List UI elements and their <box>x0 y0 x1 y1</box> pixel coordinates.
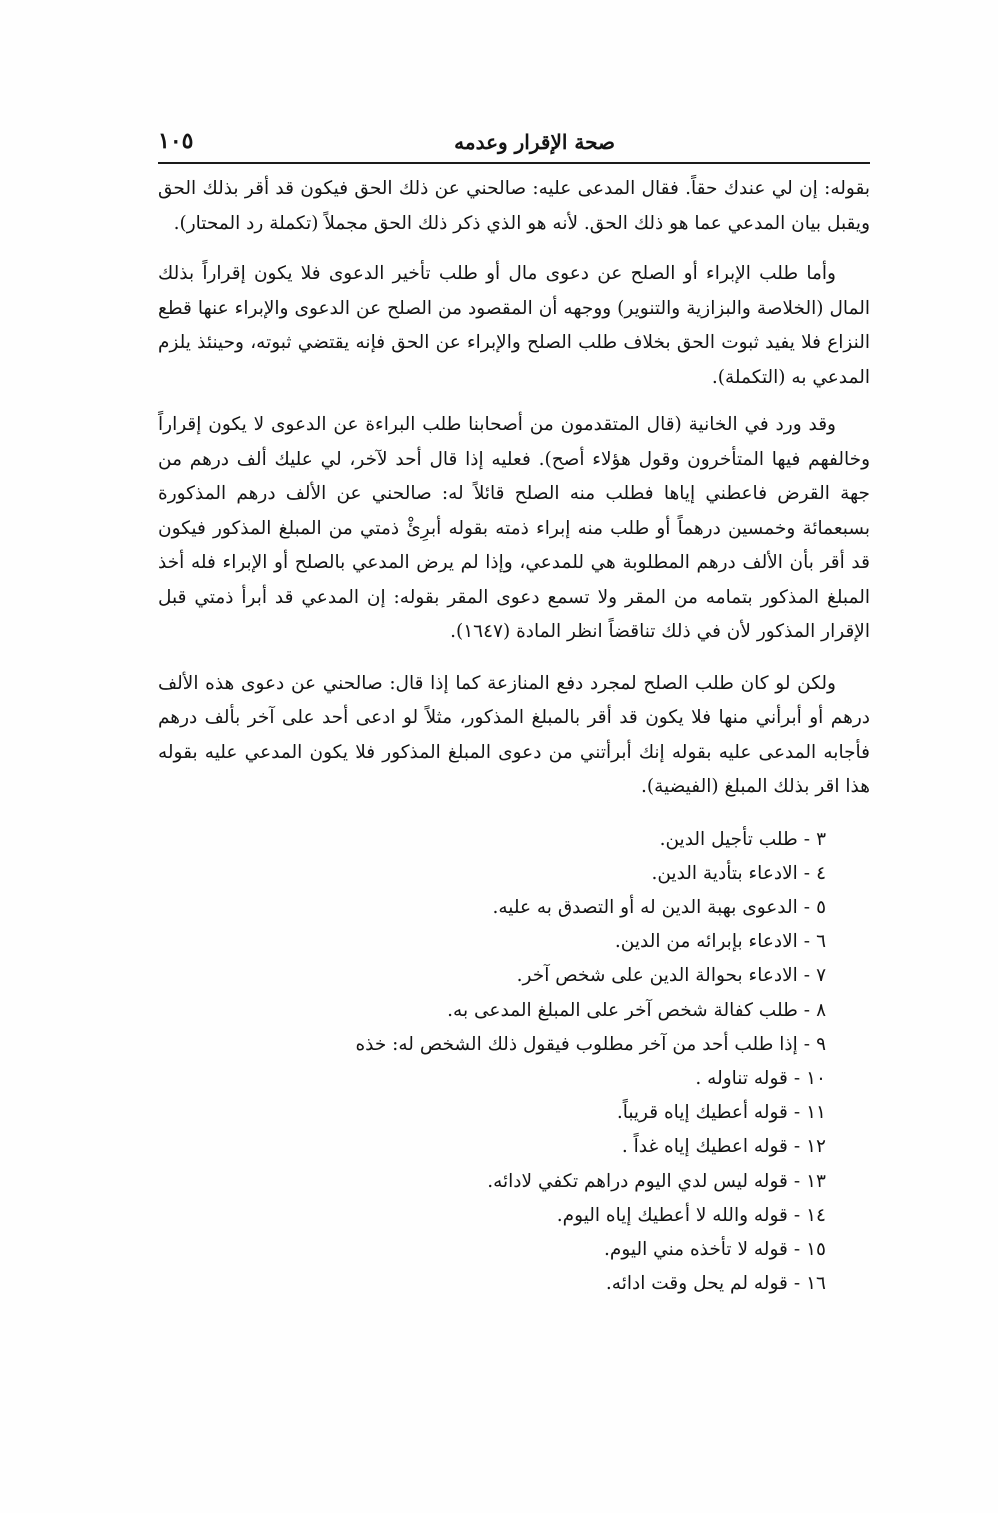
list-item: ٤-الادعاء بتأدية الدين. <box>158 857 826 891</box>
list-item-text: قوله تناوله . <box>695 1067 788 1089</box>
list-item: ٨-طلب كفالة شخص آخر على المبلغ المدعى به. <box>158 994 826 1028</box>
list-item-text: قوله والله لا أعطيك إياه اليوم. <box>556 1204 788 1226</box>
list-item-number: ١٢ <box>806 1136 826 1158</box>
list-item: ٧-الادعاء بحوالة الدين على شخص آخر. <box>158 959 826 993</box>
list-item-text: إذا طلب أحد من آخر مطلوب فيقول ذلك الشخص له: خذه <box>355 1033 798 1055</box>
paragraph-khaniya: وقد ورد في الخانية (قال المتقدمون من أصحابنا طلب البراءة عن الدعوى لا يكون إقراراً وخالفهم فيها المتأخرون وقول هؤلاء أصح). فعليه إذا قال أحد لآخر، لي عليك ألف درهم من جهة القرض فاعطني إياها فطلب منه الصلح قائلاً له: صالحني عن الألف درهم المذكورة بسبعمائة وخمسين درهماً أو طلب منه إبراء ذمته بقوله أبرِئْ ذمتي من المبلغ المذكور فيكون قد أقر بأن الألف درهم المطلوبة هي للمدعي، وإذا لم يرض المدعي بالصلح أو الإبراء فله أخذ المبلغ المذكور بتمامه من المقر ولا تسمع دعوى المقر بقوله: إن المدعي قد أبرأ ذمتي قبل الإقرار المذكور لأن في ذلك تناقضاً انظر المادة (١٦٤٧). <box>158 414 870 642</box>
list-item: ٥-الدعوى بهبة الدين له أو التصدق به عليه. <box>158 891 826 925</box>
list-item: ١١-قوله أعطيك إياه قريباً. <box>158 1096 826 1130</box>
list-item-number: ١٦ <box>806 1273 826 1295</box>
numbered-list <box>158 823 870 1302</box>
list-item: ١٤-قوله والله لا أعطيك إياه اليوم. <box>158 1199 826 1233</box>
page-header <box>158 128 870 158</box>
list-item-number: ٧ <box>816 965 826 987</box>
list-item-text: قوله ليس لدي اليوم دراهم تكفي لادائه. <box>487 1170 788 1192</box>
list-item: ١٢-قوله اعطيك إياه غداً . <box>158 1130 826 1164</box>
list-item-number: ٨ <box>816 999 826 1021</box>
paragraph-sulh: ولكن لو كان طلب الصلح لمجرد دفع المنازعة كما إذا قال: صالحني عن دعوى هذه الألف درهم أو أبرأني منها فلا يكون قد أقر بالمبلغ المذكور، مثلاً لو ادعى أحد على آخر بألف درهم فأجابه المدعى عليه بقوله إنك أبرأتني من دعوى المبلغ المذكور فلا يكون المدعي عليه بقوله هذا اقر بذلك المبلغ (الفيضية). <box>158 672 870 797</box>
list-item-number: ١١ <box>806 1102 826 1124</box>
list-item: ١٦-قوله لم يحل وقت ادائه. <box>158 1267 826 1301</box>
list-item-number: ٩ <box>816 1033 826 1055</box>
list-item-number: ١٤ <box>806 1204 826 1226</box>
list-item: ٩-إذا طلب أحد من آخر مطلوب فيقول ذلك الشخص له: خذه <box>158 1028 826 1062</box>
list-item-text: الادعاء بتأدية الدين. <box>651 862 798 884</box>
list-item-number: ١٥ <box>806 1238 826 1260</box>
list-item-text: طلب كفالة شخص آخر على المبلغ المدعى به. <box>447 999 798 1021</box>
list-item-text: الدعوى بهبة الدين له أو التصدق به عليه. <box>492 896 798 918</box>
header-rule <box>158 162 870 164</box>
list-item: ٣-طلب تأجيل الدين. <box>158 823 826 857</box>
list-item: ٦-الادعاء بإبرائه من الدين. <box>158 925 826 959</box>
page-number: ١٠٥ <box>158 128 194 154</box>
list-item-text: قوله أعطيك إياه قريباً. <box>616 1102 788 1124</box>
list-item: ١٠-قوله تناوله . <box>158 1062 826 1096</box>
list-item-number: ٣ <box>816 828 826 850</box>
list-item-text: طلب تأجيل الدين. <box>659 828 798 850</box>
list-item-text: قوله لم يحل وقت ادائه. <box>605 1273 788 1295</box>
list-item-text: قوله اعطيك إياه غداً . <box>621 1136 788 1158</box>
page-body <box>158 172 870 1301</box>
list-item-text: قوله لا تأخذه مني اليوم. <box>604 1238 788 1260</box>
list-item: ١٥-قوله لا تأخذه مني اليوم. <box>158 1233 826 1267</box>
list-item-text: الادعاء بإبرائه من الدين. <box>614 931 798 953</box>
list-item-number: ١٣ <box>806 1170 826 1192</box>
paragraph-ibra: وأما طلب الإبراء أو الصلح عن دعوى مال أو طلب تأخير الدعوى فلا يكون إقراراً بذلك المال (الخلاصة والبزازية والتنوير) ووجهه أن المقصود من الصلح عن الدعوى والإبراء عنها قطع النزاع فلا يفيد ثبوت الحق بخلاف طلب الصلح والإبراء عن الحق فإنه يقتضي ثبوته، وحينئذ يلزم المدعي به (التكملة). <box>158 263 870 388</box>
list-item-number: ٥ <box>816 896 826 918</box>
list-item-number: ٦ <box>816 931 826 953</box>
list-item-number: ٤ <box>816 862 826 884</box>
list-item: ١٣-قوله ليس لدي اليوم دراهم تكفي لادائه. <box>158 1165 826 1199</box>
paragraph-continuation: بقوله: إن لي عندك حقاً. فقال المدعى عليه: صالحني عن ذلك الحق فيكون قد أقر بذلك الحق ويقبل بيان المدعي عما هو ذلك الحق. لأنه هو الذي ذكر ذلك الحق مجملاً (تكملة رد المحتار). <box>158 178 870 234</box>
list-item-number: ١٠ <box>806 1067 826 1089</box>
list-item-text: الادعاء بحوالة الدين على شخص آخر. <box>516 965 798 987</box>
running-title: صحة الإقرار وعدمه <box>454 130 615 154</box>
